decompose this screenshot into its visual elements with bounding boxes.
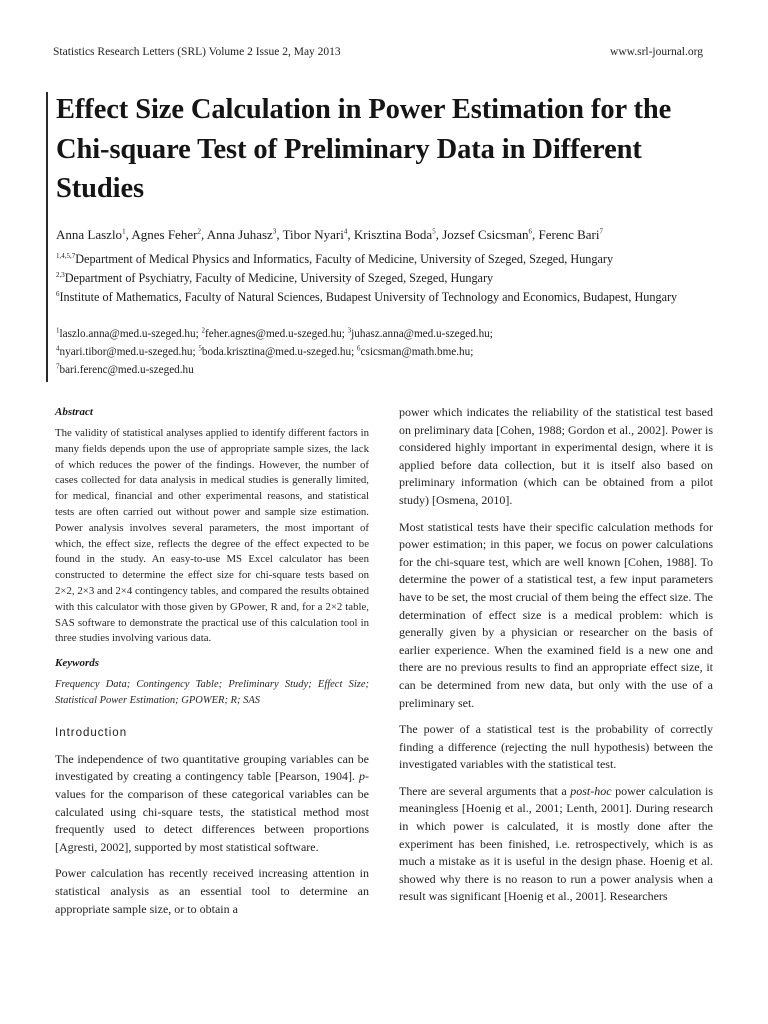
- email-line: [56, 325, 716, 343]
- author-name: Ferenc Bari: [538, 227, 600, 242]
- journal-citation: Statistics Research Letters (SRL) Volume 2 Issue 2, May 2013: [53, 46, 341, 58]
- author-marker: 2: [197, 227, 201, 236]
- author-name: Tibor Nyari: [282, 227, 344, 242]
- keywords-heading: Keywords: [55, 657, 99, 670]
- body-paragraph: The power of a statistical test is the probability of correctly finding a difference (rejecting the null hypothesis) between the investigated variables with the statistical test.: [399, 722, 713, 772]
- email-address: laszlo.anna@med.u-szeged.hu;: [59, 328, 202, 340]
- abstract-heading: Abstract: [55, 406, 93, 418]
- affiliation: [56, 250, 716, 269]
- email-line: [56, 361, 716, 379]
- text-run: There are several arguments that a: [399, 783, 571, 798]
- journal-website: www.srl-journal.org: [610, 46, 703, 58]
- body-paragraph: [399, 783, 713, 906]
- affiliation: [56, 269, 716, 288]
- introduction-heading: Introduction: [55, 726, 128, 739]
- author-name: Jozsef Csicsman: [442, 227, 529, 242]
- abstract-text: The validity of statistical analyses applied to identify different factors in many fields depends upon the use of appropriate sample sizes, the lack of which reduces the power of the findings. However, the number of cases collected for data analysis in medical studies is generally limited, for medical, financial and other experimental reasons, and statistical tests are often carried out without power and sample size estimation. Power analysis involves several parameters, the most important of which, the effect size, reflects the degree of the effect expected to be found in the study. An easy-to-use MS Excel calculator has been constructed to determine the effect size for chi-square tests based on 2×2, 2×3 and 2×4 contingency tables, and compared the results obtained with this calculator with those given by GPower, R and, for a 2×2 table, SAS software to demonstrate the practical use of this calculation tool in three studies involving various data.: [55, 427, 369, 645]
- body-paragraph: power which indicates the reliability of the statistical test based on preliminary data [Cohen, 1988; Gordon et al., 2002]. Power is considered highly important in experimental design, where it is applied before data collection, but it is itself also based on preliminary information (which can be obtained from a pilot study) [Osmena, 2010].: [399, 405, 713, 507]
- email-address: csicsman@math.bme.hu;: [360, 346, 474, 358]
- paper-title: Effect Size Calculation in Power Estimation for the Chi-square Test of Preliminary Data in Different Studies: [56, 94, 672, 204]
- right-column: [399, 404, 713, 915]
- affiliation-marker: 6: [56, 289, 60, 298]
- email-marker: 3: [347, 326, 352, 335]
- author-name: Anna Juhasz: [206, 227, 273, 242]
- author-marker: 4: [343, 227, 348, 236]
- body-paragraph: [55, 751, 369, 857]
- left-column: [55, 404, 369, 927]
- affiliation-marker: 1,4,5,7: [56, 251, 76, 260]
- email-address: nyari.tibor@med.u-szeged.hu;: [59, 346, 199, 358]
- affiliation: [56, 288, 716, 307]
- email-address: bari.ferenc@med.u-szeged.hu: [59, 364, 194, 376]
- text-run: power calculation is meaningless [Hoenig et al., 2001; Lenth, 2001]. During research in which power is calculated, it is mostly done after the experiment has been finished, i.e. retrospectively, which is as much a mistake as it is useful in the design phase. Hoenig et al. showed why there is no reason to run a power analysis when a result was significant [Hoenig et al., 2001]. Researchers: [399, 783, 713, 904]
- italic-run: post-hoc: [570, 783, 612, 798]
- author-name: Agnes Feher: [131, 227, 198, 242]
- author-emails: [56, 325, 716, 379]
- email-address: boda.krisztina@med.u-szeged.hu;: [201, 346, 357, 358]
- email-address: juhasz.anna@med.u-szeged.hu;: [351, 328, 493, 340]
- keywords-text: Frequency Data; Contingency Table; Preliminary Study; Effect Size; Statistical Power Estimation; GPOWER; R; SAS: [55, 679, 369, 706]
- author-name: Anna Laszlo: [56, 227, 123, 242]
- email-marker: 5: [198, 344, 202, 353]
- affiliation-text: Institute of Mathematics, Faculty of Natural Sciences, Budapest University of Technology and Economics, Budapest, Hungary: [59, 290, 678, 304]
- author-marker: 7: [599, 227, 604, 236]
- body-paragraph: Most statistical tests have their specific calculation methods for power estimation; in this paper, we focus on power calculations for the chi-square test, which are well known [Cohen, 1988]. To determine the power of a statistical test, a few input parameters have to be set, the most crucial of them being the effect size. The determination of effect size is a medical problem: which is generally given by a physician or researcher on the basis of earlier experience. When the examined field is a new one and there are no previous results to find an appropriate effect size, it can be determined from new data, but only with the use of a preliminary set.: [399, 519, 713, 710]
- author-marker: 6: [528, 227, 532, 236]
- email-marker: 7: [56, 362, 60, 371]
- affiliation-marker: 2,3: [56, 270, 65, 279]
- author-marker: 5: [432, 227, 436, 236]
- body-paragraph: Power calculation has recently received increasing attention in statistical analysis as an essential tool to determine an appropriate sample size, or to obtain a: [55, 866, 369, 916]
- email-address: feher.agnes@med.u-szeged.hu;: [205, 328, 348, 340]
- author-marker: 1: [122, 227, 126, 236]
- email-marker: 6: [357, 344, 361, 353]
- author-marker: 3: [272, 227, 277, 236]
- email-line: [56, 343, 716, 361]
- italic-run: p: [359, 769, 365, 784]
- email-marker: 2: [201, 326, 206, 335]
- affiliation-text: Department of Psychiatry, Faculty of Medicine, University of Szeged, Szeged, Hungary: [64, 271, 494, 285]
- author-list: Anna Laszlo$^1$, Agnes Feher$^2$, Anna Juhasz$^3$, Tibor Nyari$^4$, Krisztina Boda$^5$, Jozsef Csicsman$^6$, Ferenc Bari$^7$: [56, 227, 604, 242]
- email-marker: 1: [56, 326, 60, 335]
- text-run: -values for the comparison of these categorical variables can be calculated using chi-square tests, the statistical method most frequently used to detect differences between proportions [Agresti, 2002], supported by most statistical software.: [55, 769, 369, 854]
- text-run: The independence of two quantitative grouping variables can be investigated by creating a contingency table [Pearson, 1904].: [55, 751, 369, 784]
- running-header: [53, 46, 703, 62]
- title-block-rule: [46, 92, 48, 382]
- author-name: Krisztina Boda: [353, 227, 433, 242]
- email-marker: 4: [56, 344, 60, 353]
- affiliation-text: Department of Medical Physics and Informatics, Faculty of Medicine, University of Szeged, Szeged, Hungary: [75, 252, 614, 266]
